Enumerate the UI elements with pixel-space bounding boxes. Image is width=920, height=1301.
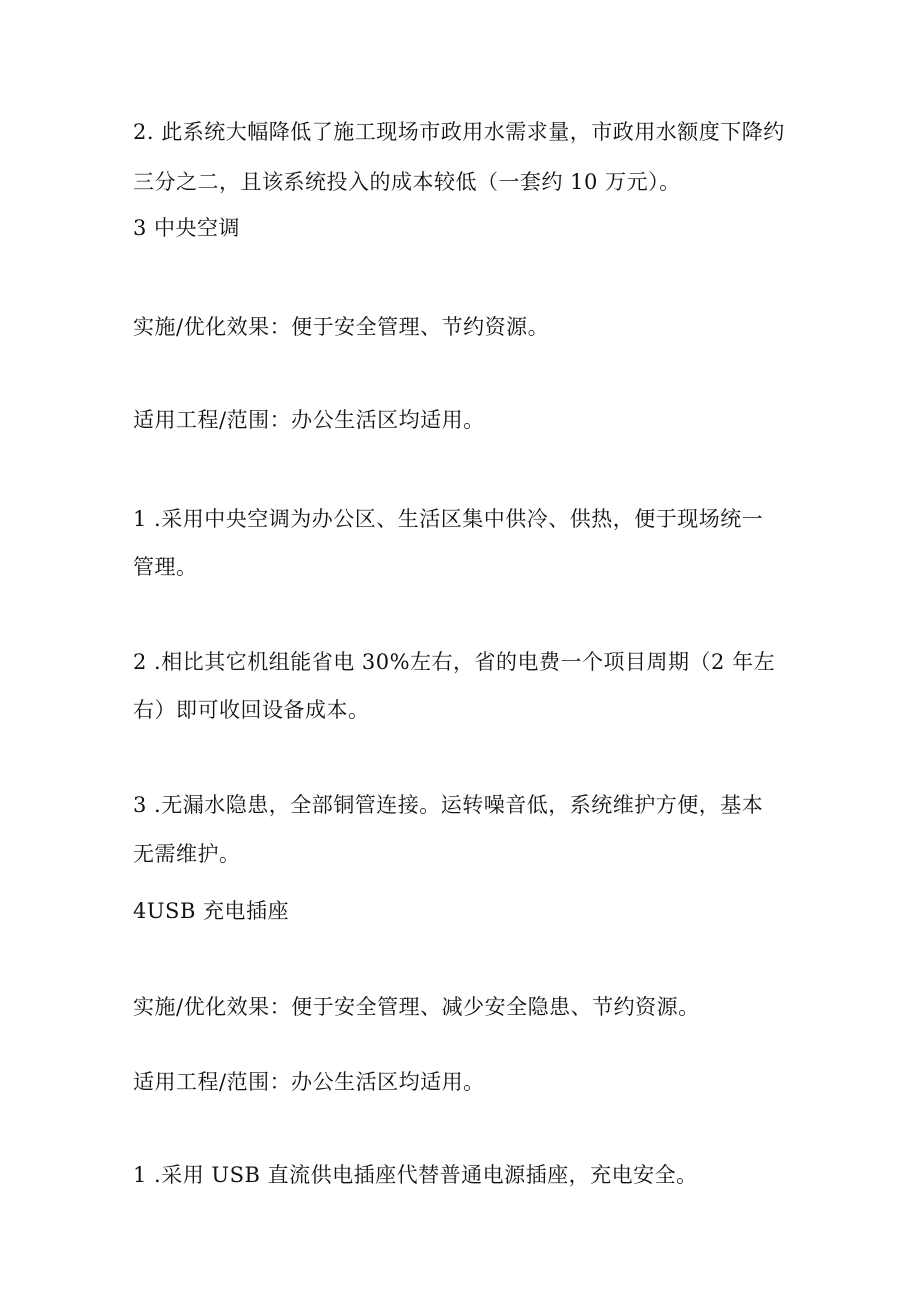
paragraph-ac-point-2-line-2: 右）即可收回设备成本。	[133, 698, 370, 722]
paragraph-usb-point-1: 1 .采用 USB 直流供电插座代替普通电源插座，充电安全。	[133, 1163, 698, 1187]
paragraph-effect-usb-socket: 实施/优化效果：便于安全管理、减少安全隐患、节约资源。	[133, 995, 700, 1019]
paragraph-ac-point-3-line-1: 3 .无漏水隐患，全部铜管连接。运转噪音低，系统维护方便，基本	[133, 793, 764, 817]
paragraph-system-water-line-1: 2. 此系统大幅降低了施工现场市政用水需求量，市政用水额度下降约	[133, 120, 785, 144]
paragraph-scope-central-ac: 适用工程/范围：办公生活区均适用。	[133, 408, 485, 432]
paragraph-ac-point-2-line-1: 2 .相比其它机组能省电 30%左右，省的电费一个项目周期（2 年左	[133, 650, 776, 674]
section-heading-usb-socket: 4USB 充电插座	[133, 899, 290, 923]
paragraph-effect-central-ac: 实施/优化效果：便于安全管理、节约资源。	[133, 315, 550, 339]
paragraph-ac-point-1-line-1: 1 .采用中央空调为办公区、生活区集中供冷、供热，便于现场统一	[133, 507, 764, 531]
paragraph-ac-point-3-line-2: 无需维护。	[133, 842, 241, 866]
paragraph-ac-point-1-line-2: 管理。	[133, 555, 198, 579]
paragraph-system-water-line-2: 三分之二，且该系统投入的成本较低（一套约 10 万元）。	[133, 170, 681, 194]
section-heading-central-ac: 3 中央空调	[133, 216, 241, 240]
paragraph-scope-usb-socket: 适用工程/范围：办公生活区均适用。	[133, 1070, 485, 1094]
